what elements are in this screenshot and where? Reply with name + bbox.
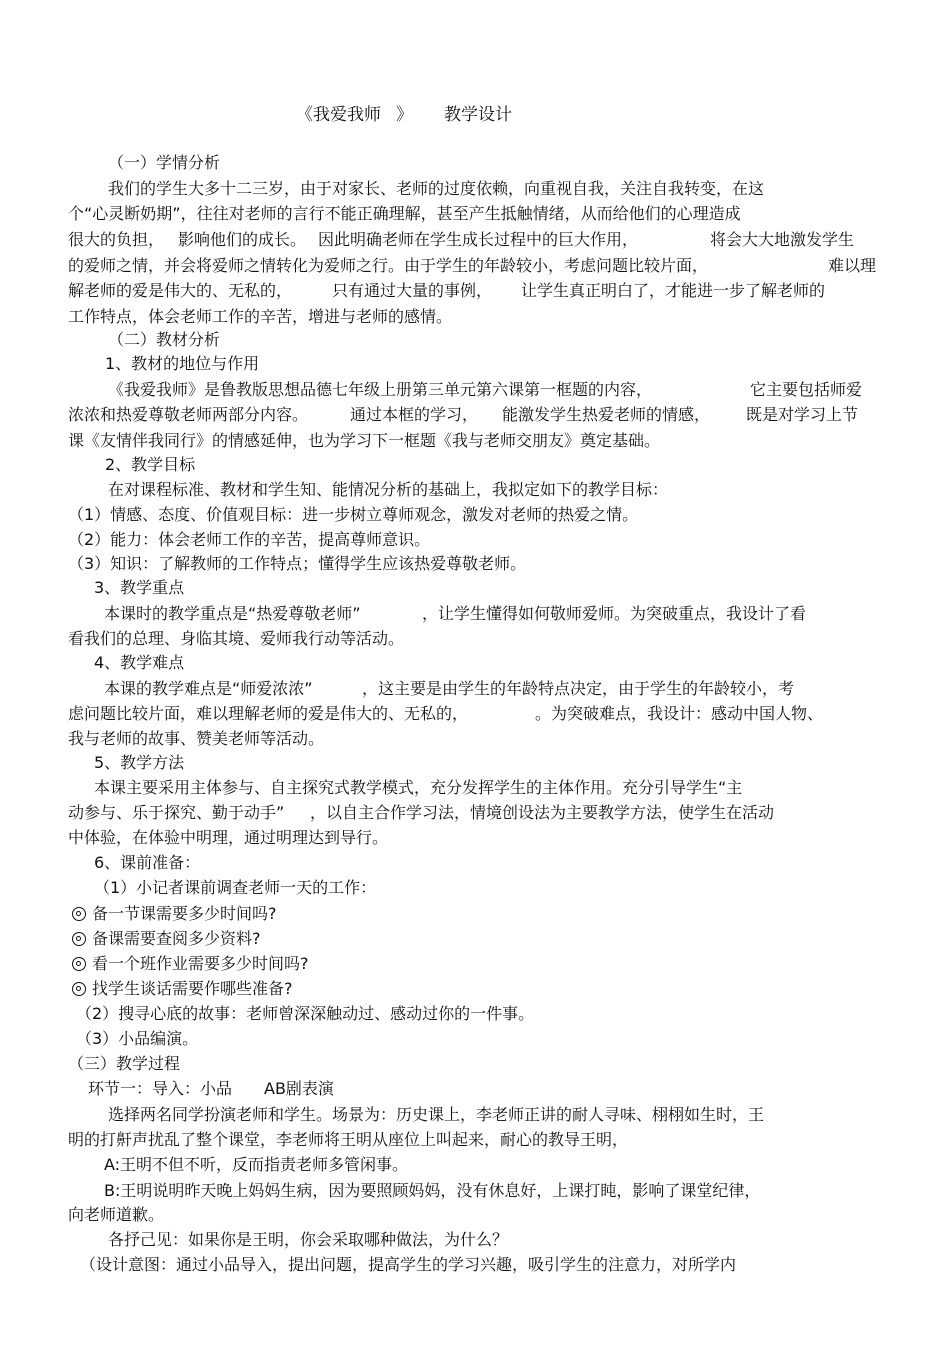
paragraph-line: 能激发学生热爱老师的情感， — [502, 405, 711, 424]
paragraph-line: 虑问题比较片面，难以理解老师的爱是伟大的、无私的， — [68, 704, 469, 723]
paragraph-line: 本课的教学难点是“师爱浓浓” — [104, 679, 313, 698]
bullet-text: 看一个班作业需要多少时间吗? — [92, 954, 309, 973]
paragraph-line: 看我们的总理、身临其境、爱师我行动等活动。 — [68, 629, 405, 648]
subheading: 1、教材的地位与作用 — [105, 354, 260, 373]
paragraph-line: 只有通过大量的事例， — [332, 281, 493, 300]
list-item: （3）知识：了解教师的工作特点；懂得学生应该热爱尊敬老师。 — [68, 554, 527, 573]
paragraph-line: 的爱师之情，并会将爱师之情转化为爱师之行。由于学生的年龄较小，考虑问题比较片面， — [68, 256, 709, 275]
section-heading-3: （三）教学过程 — [68, 1054, 181, 1073]
paragraph-line: 本课主要采用主体参与、自主探究式教学模式，充分发挥学生的主体作用。充分引导学生“主 — [94, 778, 743, 797]
paragraph-line: 工作特点，体会老师工作的辛苦，增进与老师的感情。 — [68, 307, 453, 326]
paragraph-line: 解老师的爱是伟大的、无私的， — [68, 281, 293, 300]
paragraph-line: 各抒己见：如果你是王明，你会采取哪种做法，为什么？ — [108, 1230, 509, 1249]
paragraph-line: A:王明不但不听，反而指责老师多管闲事。 — [104, 1155, 409, 1174]
paragraph-line: （设计意图：通过小品导入，提出问题，提高学生的学习兴趣，吸引学生的注意力，对所学内 — [80, 1255, 737, 1274]
list-item: （2）能力：体会老师工作的辛苦，提高尊师意识。 — [68, 530, 431, 549]
paragraph-line: ，以自主合作学习法，情境创设法为主要教学方法，使学生在活动 — [310, 803, 775, 822]
subheading: 3、教学重点 — [94, 578, 185, 597]
list-item: （3）小品编演。 — [76, 1029, 199, 1048]
bullet-text: 找学生谈话需要作哪些准备? — [92, 979, 293, 998]
paragraph-line: ，这主要是由学生的年龄特点决定，由于学生的年龄较小，考 — [362, 679, 795, 698]
paragraph-line: 动参与、乐于探究、勤于动手” — [68, 803, 285, 822]
paragraph-line: 很大的负担， — [68, 230, 165, 249]
title-part-3: 教学设计 — [444, 105, 512, 125]
paragraph-line: 让学生真正明白了，才能进一步了解老师的 — [521, 281, 826, 300]
paragraph-line: 我与老师的故事、赞美老师等活动。 — [68, 729, 325, 748]
section-heading-1: （一）学情分析 — [108, 153, 221, 172]
paragraph-line: 课《友情伴我同行》的情感延伸，也为学习下一框题《我与老师交朋友》奠定基础。 — [68, 431, 661, 450]
double-circle-bullet-icon — [72, 907, 86, 921]
paragraph-line: 难以理 — [828, 256, 877, 275]
subheading: 6、课前准备： — [94, 853, 201, 872]
double-circle-bullet-icon — [72, 982, 86, 996]
section-heading-2: （二）教材分析 — [108, 330, 221, 349]
bullet-text: 备课需要查阅多少资料? — [92, 929, 261, 948]
title-part-2: 》 — [396, 105, 413, 125]
bullet-item — [72, 979, 293, 999]
paragraph-line: 选择两名同学扮演老师和学生。场景为：历史课上，李老师正讲的耐人寻味、栩栩如生时，王 — [108, 1105, 765, 1124]
paragraph-line: 向老师道歉。 — [68, 1205, 165, 1224]
paragraph-line: 它主要包括师爱 — [750, 380, 863, 399]
paragraph-line: 将会大大地激发学生 — [710, 230, 855, 249]
paragraph-line: 本课时的教学重点是“热爱尊敬老师” — [104, 604, 361, 623]
double-circle-bullet-icon — [72, 957, 86, 971]
subheading: 5、教学方法 — [94, 753, 185, 772]
paragraph-line: 中体验，在体验中明理，通过明理达到导行。 — [68, 828, 389, 847]
paragraph-line: B:王明说明昨天晚上妈妈生病，因为要照顾妈妈，没有休息好，上课打盹，影响了课堂纪律， — [104, 1181, 761, 1200]
list-item: （1）情感、态度、价值观目标：进一步树立尊师观念，激发对老师的热爱之情。 — [68, 505, 639, 524]
bullet-item — [72, 904, 277, 924]
double-circle-bullet-icon — [72, 932, 86, 946]
paragraph-line: 通过本框的学习， — [350, 405, 479, 424]
paragraph-line: 《我爱我师》是鲁教版思想品德七年级上册第三单元第六课第一框题的内容， — [108, 380, 653, 399]
paragraph-line: 因此明确老师在学生成长过程中的巨大作用， — [318, 230, 639, 249]
subheading: 4、教学难点 — [94, 653, 185, 672]
paragraph-line: 在对课程标准、教材和学生知、能情况分析的基础上，我拟定如下的教学目标： — [108, 480, 669, 499]
paragraph-line: ，让学生懂得如何敬师爱师。为突破重点，我设计了看 — [422, 604, 807, 623]
subheading: 2、教学目标 — [105, 455, 196, 474]
paragraph-line: 我们的学生大多十二三岁，由于对家长、老师的过度依赖，向重视自我，关注自我转变，在这 — [108, 179, 765, 198]
paragraph-line: 影响他们的成长。 — [178, 230, 307, 249]
subheading: 环节一：导入：小品 — [88, 1079, 233, 1098]
paragraph-line: 。为突破难点，我设计：感动中国人物、 — [535, 704, 824, 723]
subheading: AB剧表演 — [264, 1079, 334, 1098]
list-item: （1）小记者课前调查老师一天的工作： — [94, 878, 377, 897]
bullet-item — [72, 954, 309, 974]
list-item: （2）搜寻心底的故事：老师曾深深触动过、感动过你的一件事。 — [76, 1004, 535, 1023]
paragraph-line: 既是对学习上节 — [746, 405, 859, 424]
paragraph-line: 明的打鼾声扰乱了整个课堂，李老师将王明从座位上叫起来，耐心的教导王明， — [68, 1130, 629, 1149]
bullet-text: 备一节课需要多少时间吗? — [92, 904, 277, 923]
paragraph-line: 个“心灵断奶期”，往往对老师的言行不能正确理解，甚至产生抵触情绪，从而给他们的心理造成 — [68, 204, 741, 223]
title-part-1: 《我爱我师 — [296, 105, 381, 125]
paragraph-line: 浓浓和热爱尊敬老师两部分内容。 — [68, 405, 309, 424]
bullet-item — [72, 929, 261, 949]
